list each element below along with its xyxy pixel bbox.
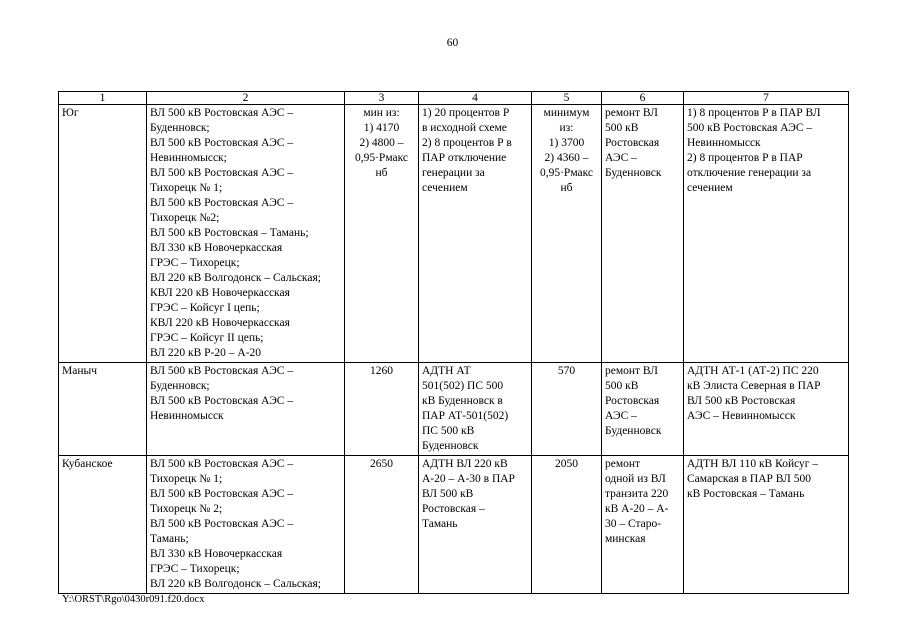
cell-repair-limit — [532, 363, 602, 456]
cell-repair-criterion — [684, 456, 849, 594]
cell-lines — [147, 363, 345, 456]
cell-text-line: Буденновск; — [150, 122, 210, 134]
cell-text-line: ВЛ 500 кВ Ростовская АЭС – — [150, 488, 294, 500]
cell-text-line: 500 кВ — [605, 380, 639, 392]
cell-text-line: кВ Элиста Северная в ПАР — [687, 380, 821, 392]
cell-repair-scheme — [602, 456, 684, 594]
table-header-row — [59, 92, 849, 105]
cell-text-line: отключение генерации за — [687, 167, 812, 179]
sections-table — [58, 91, 849, 594]
cell-text-line: ПАР АТ-501(502) — [422, 410, 509, 422]
cell-text-line: ВЛ 500 кВ Ростовская АЭС – — [150, 167, 294, 179]
cell-repair-scheme — [602, 363, 684, 456]
cell-limit — [345, 105, 419, 363]
cell-text-line: 2650 — [370, 458, 393, 470]
column-header: 7 — [684, 92, 849, 105]
cell-text-line: сечением — [687, 182, 733, 194]
cell-region: Маныч — [59, 363, 147, 456]
cell-text-line: Ростовская — [605, 395, 660, 407]
cell-text-line: ВЛ 220 кВ Р-20 – А-20 — [150, 347, 262, 359]
cell-region: Кубанское — [59, 456, 147, 594]
column-header: 4 — [419, 92, 532, 105]
cell-text-line: ремонт ВЛ — [605, 107, 658, 119]
cell-text-line: АЭС – Невинномысск — [687, 410, 796, 422]
cell-text-line: АДТН ВЛ 220 кВ — [422, 458, 508, 470]
cell-text-line: одной из ВЛ — [605, 473, 666, 485]
cell-text-line: ВЛ 500 кВ Ростовская АЭС – — [150, 458, 294, 470]
cell-text-line: Тихорецк № 1; — [150, 473, 223, 485]
cell-text-line: нб — [560, 182, 573, 194]
cell-text-line: 2) 8 процентов Р в ПАР — [687, 152, 803, 164]
cell-limit — [345, 363, 419, 456]
cell-text-line: ГРЭС – Тихорецк; — [150, 563, 240, 575]
cell-text-line: ПС 500 кВ — [422, 425, 475, 437]
cell-repair-limit — [532, 105, 602, 363]
cell-text-line: генерации за — [422, 167, 485, 179]
cell-text-line: 0,95·Pмакс — [539, 167, 594, 179]
cell-text-line: ВЛ 500 кВ Ростовская АЭС – — [150, 518, 294, 530]
cell-text-line: Тихорецк № 2; — [150, 503, 223, 515]
cell-text-line: 1260 — [370, 365, 393, 377]
cell-text-line: кВ А-20 – А- — [605, 503, 669, 515]
cell-text-line: Самарская в ПАР ВЛ 500 — [687, 473, 811, 485]
cell-text-line: ВЛ 220 кВ Волгодонск – Сальская; — [150, 272, 321, 284]
cell-text-line: 570 — [557, 365, 576, 377]
cell-text-line: Буденновск — [422, 440, 479, 452]
cell-text-line: Ростовская – — [422, 503, 485, 515]
cell-text-line: 1) 20 процентов Р — [422, 107, 510, 119]
column-header: 1 — [59, 92, 147, 105]
table-row — [59, 105, 849, 363]
cell-text-line: ВЛ 330 кВ Новочеркасская — [150, 548, 283, 560]
footer-file-path: Y:\ORST\Rgo\0430r091.f20.docx — [62, 594, 205, 605]
cell-criterion — [419, 456, 532, 594]
cell-text-line: А-20 – А-30 в ПАР — [422, 473, 515, 485]
cell-criterion — [419, 105, 532, 363]
cell-text-line: Ростовская — [605, 137, 660, 149]
cell-text-line: КВЛ 220 кВ Новочеркасская — [150, 287, 290, 299]
cell-text-line: 0,95·Pмакс — [354, 152, 409, 164]
cell-text-line: Невинномысск — [687, 137, 761, 149]
cell-text-line: АЭС – — [605, 410, 637, 422]
cell-text-line: ВЛ 500 кВ Ростовская АЭС – — [150, 395, 294, 407]
cell-text-line: Тамань — [422, 518, 458, 530]
cell-text-line: из: — [559, 122, 574, 134]
table-row — [59, 363, 849, 456]
cell-text-line: ВЛ 500 кВ Ростовская – Тамань; — [150, 227, 309, 239]
cell-text-line: минская — [605, 533, 646, 545]
cell-repair-criterion — [684, 363, 849, 456]
cell-text-line: 2) 4800 – — [359, 137, 404, 149]
cell-text-line: ВЛ 500 кВ Ростовская АЭС – — [150, 137, 294, 149]
cell-text-line: мин из: — [363, 107, 400, 119]
cell-text-line: ГРЭС – Койсуг I цепь; — [150, 302, 260, 314]
cell-text-line: КВЛ 220 кВ Новочеркасская — [150, 317, 290, 329]
cell-text-line: 500 кВ Ростовская АЭС – — [687, 122, 813, 134]
cell-lines — [147, 456, 345, 594]
cell-text-line: Тихорецк №2; — [150, 212, 220, 224]
cell-text-line: Тамань; — [150, 533, 189, 545]
cell-text-line: нб — [375, 167, 388, 179]
cell-repair-limit — [532, 456, 602, 594]
cell-text-line: 1) 3700 — [548, 137, 585, 149]
page-number: 60 — [446, 37, 459, 49]
cell-repair-criterion — [684, 105, 849, 363]
cell-text-line: АДТН АТ — [422, 365, 471, 377]
cell-text-line: ремонт ВЛ — [605, 365, 658, 377]
cell-text-line: АДТН АТ-1 (АТ-2) ПС 220 — [687, 365, 819, 377]
cell-text-line: АЭС – — [605, 152, 637, 164]
cell-text-line: Буденновск; — [150, 380, 210, 392]
cell-lines — [147, 105, 345, 363]
cell-text-line: сечением — [422, 182, 468, 194]
cell-criterion — [419, 363, 532, 456]
cell-text-line: минимум — [543, 107, 590, 119]
cell-text-line: ВЛ 330 кВ Новочеркасская — [150, 242, 283, 254]
cell-text-line: Буденновск — [605, 425, 662, 437]
column-header: 3 — [345, 92, 419, 105]
cell-text-line: транзита 220 — [605, 488, 669, 500]
cell-text-line: ГРЭС – Тихорецк; — [150, 257, 240, 269]
cell-text-line: ВЛ 500 кВ — [422, 488, 474, 500]
cell-text-line: 1) 8 процентов Р в ПАР ВЛ — [687, 107, 821, 119]
cell-text-line: ВЛ 500 кВ Ростовская АЭС – — [150, 197, 294, 209]
cell-text-line: 501(502) ПС 500 — [422, 380, 504, 392]
cell-text-line: в исходной схеме — [422, 122, 507, 134]
cell-repair-scheme — [602, 105, 684, 363]
cell-text-line: АДТН ВЛ 110 кВ Койсуг – — [687, 458, 819, 470]
cell-text-line: 30 – Старо- — [605, 518, 662, 530]
cell-text-line: ГРЭС – Койсуг II цепь; — [150, 332, 264, 344]
cell-text-line: ВЛ 500 кВ Ростовская — [687, 395, 796, 407]
cell-text-line: ВЛ 500 кВ Ростовская АЭС – — [150, 365, 294, 377]
cell-text-line: 500 кВ — [605, 122, 639, 134]
cell-text-line: Тихорецк № 1; — [150, 182, 223, 194]
cell-text-line: ВЛ 500 кВ Ростовская АЭС – — [150, 107, 294, 119]
cell-region: Юг — [59, 105, 147, 363]
cell-limit — [345, 456, 419, 594]
column-header: 2 — [147, 92, 345, 105]
cell-text-line: кВ Буденновск в — [422, 395, 503, 407]
cell-text-line: Буденновск — [605, 167, 662, 179]
column-header: 5 — [532, 92, 602, 105]
column-header: 6 — [602, 92, 684, 105]
table-row — [59, 456, 849, 594]
cell-text-line: ПАР отключение — [422, 152, 507, 164]
cell-text-line: Невинномысск — [150, 410, 224, 422]
cell-text-line: 1) 4170 — [363, 122, 400, 134]
cell-text-line: Невинномысск; — [150, 152, 227, 164]
cell-text-line: 2050 — [555, 458, 578, 470]
cell-text-line: ремонт — [605, 458, 641, 470]
cell-text-line: ВЛ 220 кВ Волгодонск – Сальская; — [150, 578, 321, 590]
cell-text-line: 2) 4360 – — [544, 152, 589, 164]
cell-text-line: кВ Ростовская – Тамань — [687, 488, 805, 500]
cell-text-line: 2) 8 процентов Р в — [422, 137, 512, 149]
